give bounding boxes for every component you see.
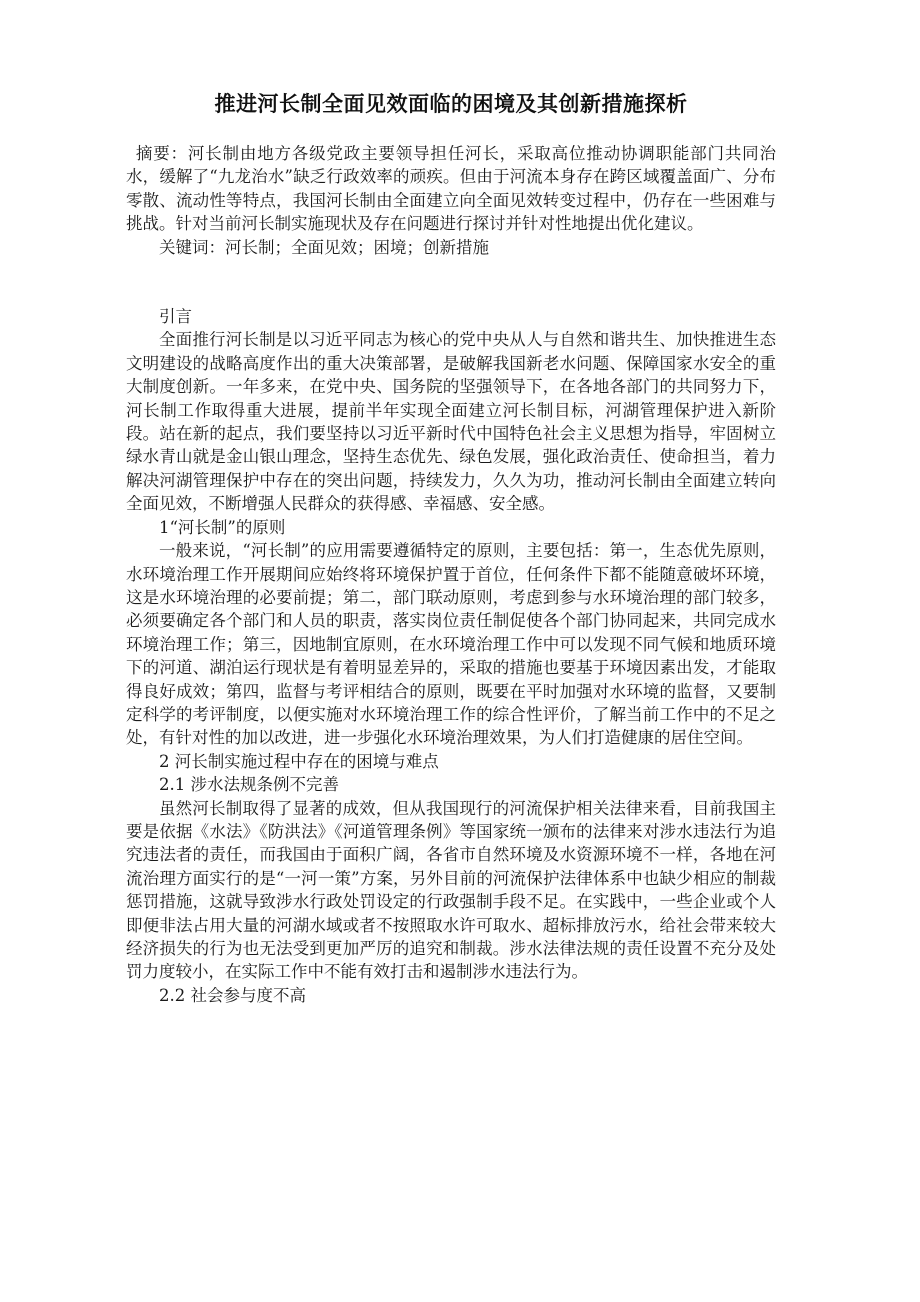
section2-heading: 2 河长制实施过程中存在的困境与难点 (159, 751, 439, 771)
section2-2-heading: 2.2 社会参与度不高 (159, 985, 306, 1005)
document-title: 推进河长制全面见效面临的困境及其创新措施探析 (214, 92, 688, 116)
section2-1-paragraph: 虽然河长制取得了显著的成效，但从我国现行的河流保护相关法律来看，目前我国主要是依据《水法》《防洪法》《河道管理条例》等国家统一颁布的法律来对涉水违法行为追究违法者的责任，而我国由于面积广阔，各省市自然环境及水资源环境不一样，各地在河流治理方面实行的是“一河一策”方案，另外目前的河流保护法律体系中也缺少相应的制裁惩罚措施，这就导致涉水行政处罚设定的行政强制手段不足。在实践中，一些企业或个人即便非法占用大量的河湖水域或者不按照取水许可取水、超标排放污水，给社会带来较大经济损失的行为也无法受到更加严厉的追究和制裁。涉水法律法规的责任设置不充分及处罚力度较小，在实际工作中不能有效打击和遏制涉水违法行为。 (126, 798, 776, 982)
intro-heading: 引言 (159, 307, 192, 327)
section1-paragraph: 一般来说，“河长制”的应用需要遵循特定的原则，主要包括：第一，生态优先原则，水环境治理工作开展期间应始终将环境保护置于首位，任何条件下都不能随意破坏环境，这是水环境治理的必要前提；第二，部门联动原则，考虑到参与水环境治理的部门较多，必须要确定各个部门和人员的职责，落实岗位责任制促使各个部门协同起来，共同完成水环境治理工作；第三，因地制宜原则，在水环境治理工作中可以发现不同气候和地质环境下的河道、湖泊运行现状是有着明显差异的，采取的措施也要基于环境因素出发，才能取得良好成效；第四，监督与考评相结合的原则，既要在平时加强对水环境的监督，又要制定科学的考评制度，以便实施对水环境治理工作的综合性评价，了解当前工作中的不足之处，有针对性的加以改进，进一步强化水环境治理效果，为人们打造健康的居住空间。 (126, 541, 776, 748)
section-spacer (126, 259, 776, 305)
keywords-line: 关键词：河长制；全面见效；困境；创新措施 (159, 237, 489, 257)
section2-1-heading: 2.1 涉水法规条例不完善 (159, 775, 339, 795)
document-page (126, 88, 776, 1007)
intro-paragraph: 全面推行河长制是以习近平同志为核心的党中央从人与自然和谐共生、加快推进生态文明建设的战略高度作出的重大决策部署，是破解我国新老水问题、保障国家水安全的重大制度创新。一年多来，在党中央、国务院的坚强领导下，在各地各部门的共同努力下，河长制工作取得重大进展，提前半年实现全面建立河长制目标，河湖管理保护进入新阶段。站在新的起点，我们要坚持以习近平新时代中国特色社会主义思想为指导，牢固树立绿水青山就是金山银山理念，坚持生态优先、绿色发展，强化政治责任、使命担当，着力解决河湖管理保护中存在的突出问题，持续发力，久久为功，推动河长制由全面建立转向全面见效，不断增强人民群众的获得感、幸福感、安全感。 (126, 330, 776, 514)
section1-heading: 1“河长制”的原则 (159, 517, 286, 537)
abstract-paragraph: 摘要：河长制由地方各级党政主要领导担任河长，采取高位推动协调职能部门共同治水，缓解了“九龙治水”缺乏行政效率的顽疾。但由于河流本身存在跨区域覆盖面广、分布零散、流动性等特点，我国河长制由全面建立向全面见效转变过程中，仍存在一些困难与挑战。针对当前河长制实施现状及存在问题进行探讨并针对性地提出优化建议。 (126, 144, 776, 234)
